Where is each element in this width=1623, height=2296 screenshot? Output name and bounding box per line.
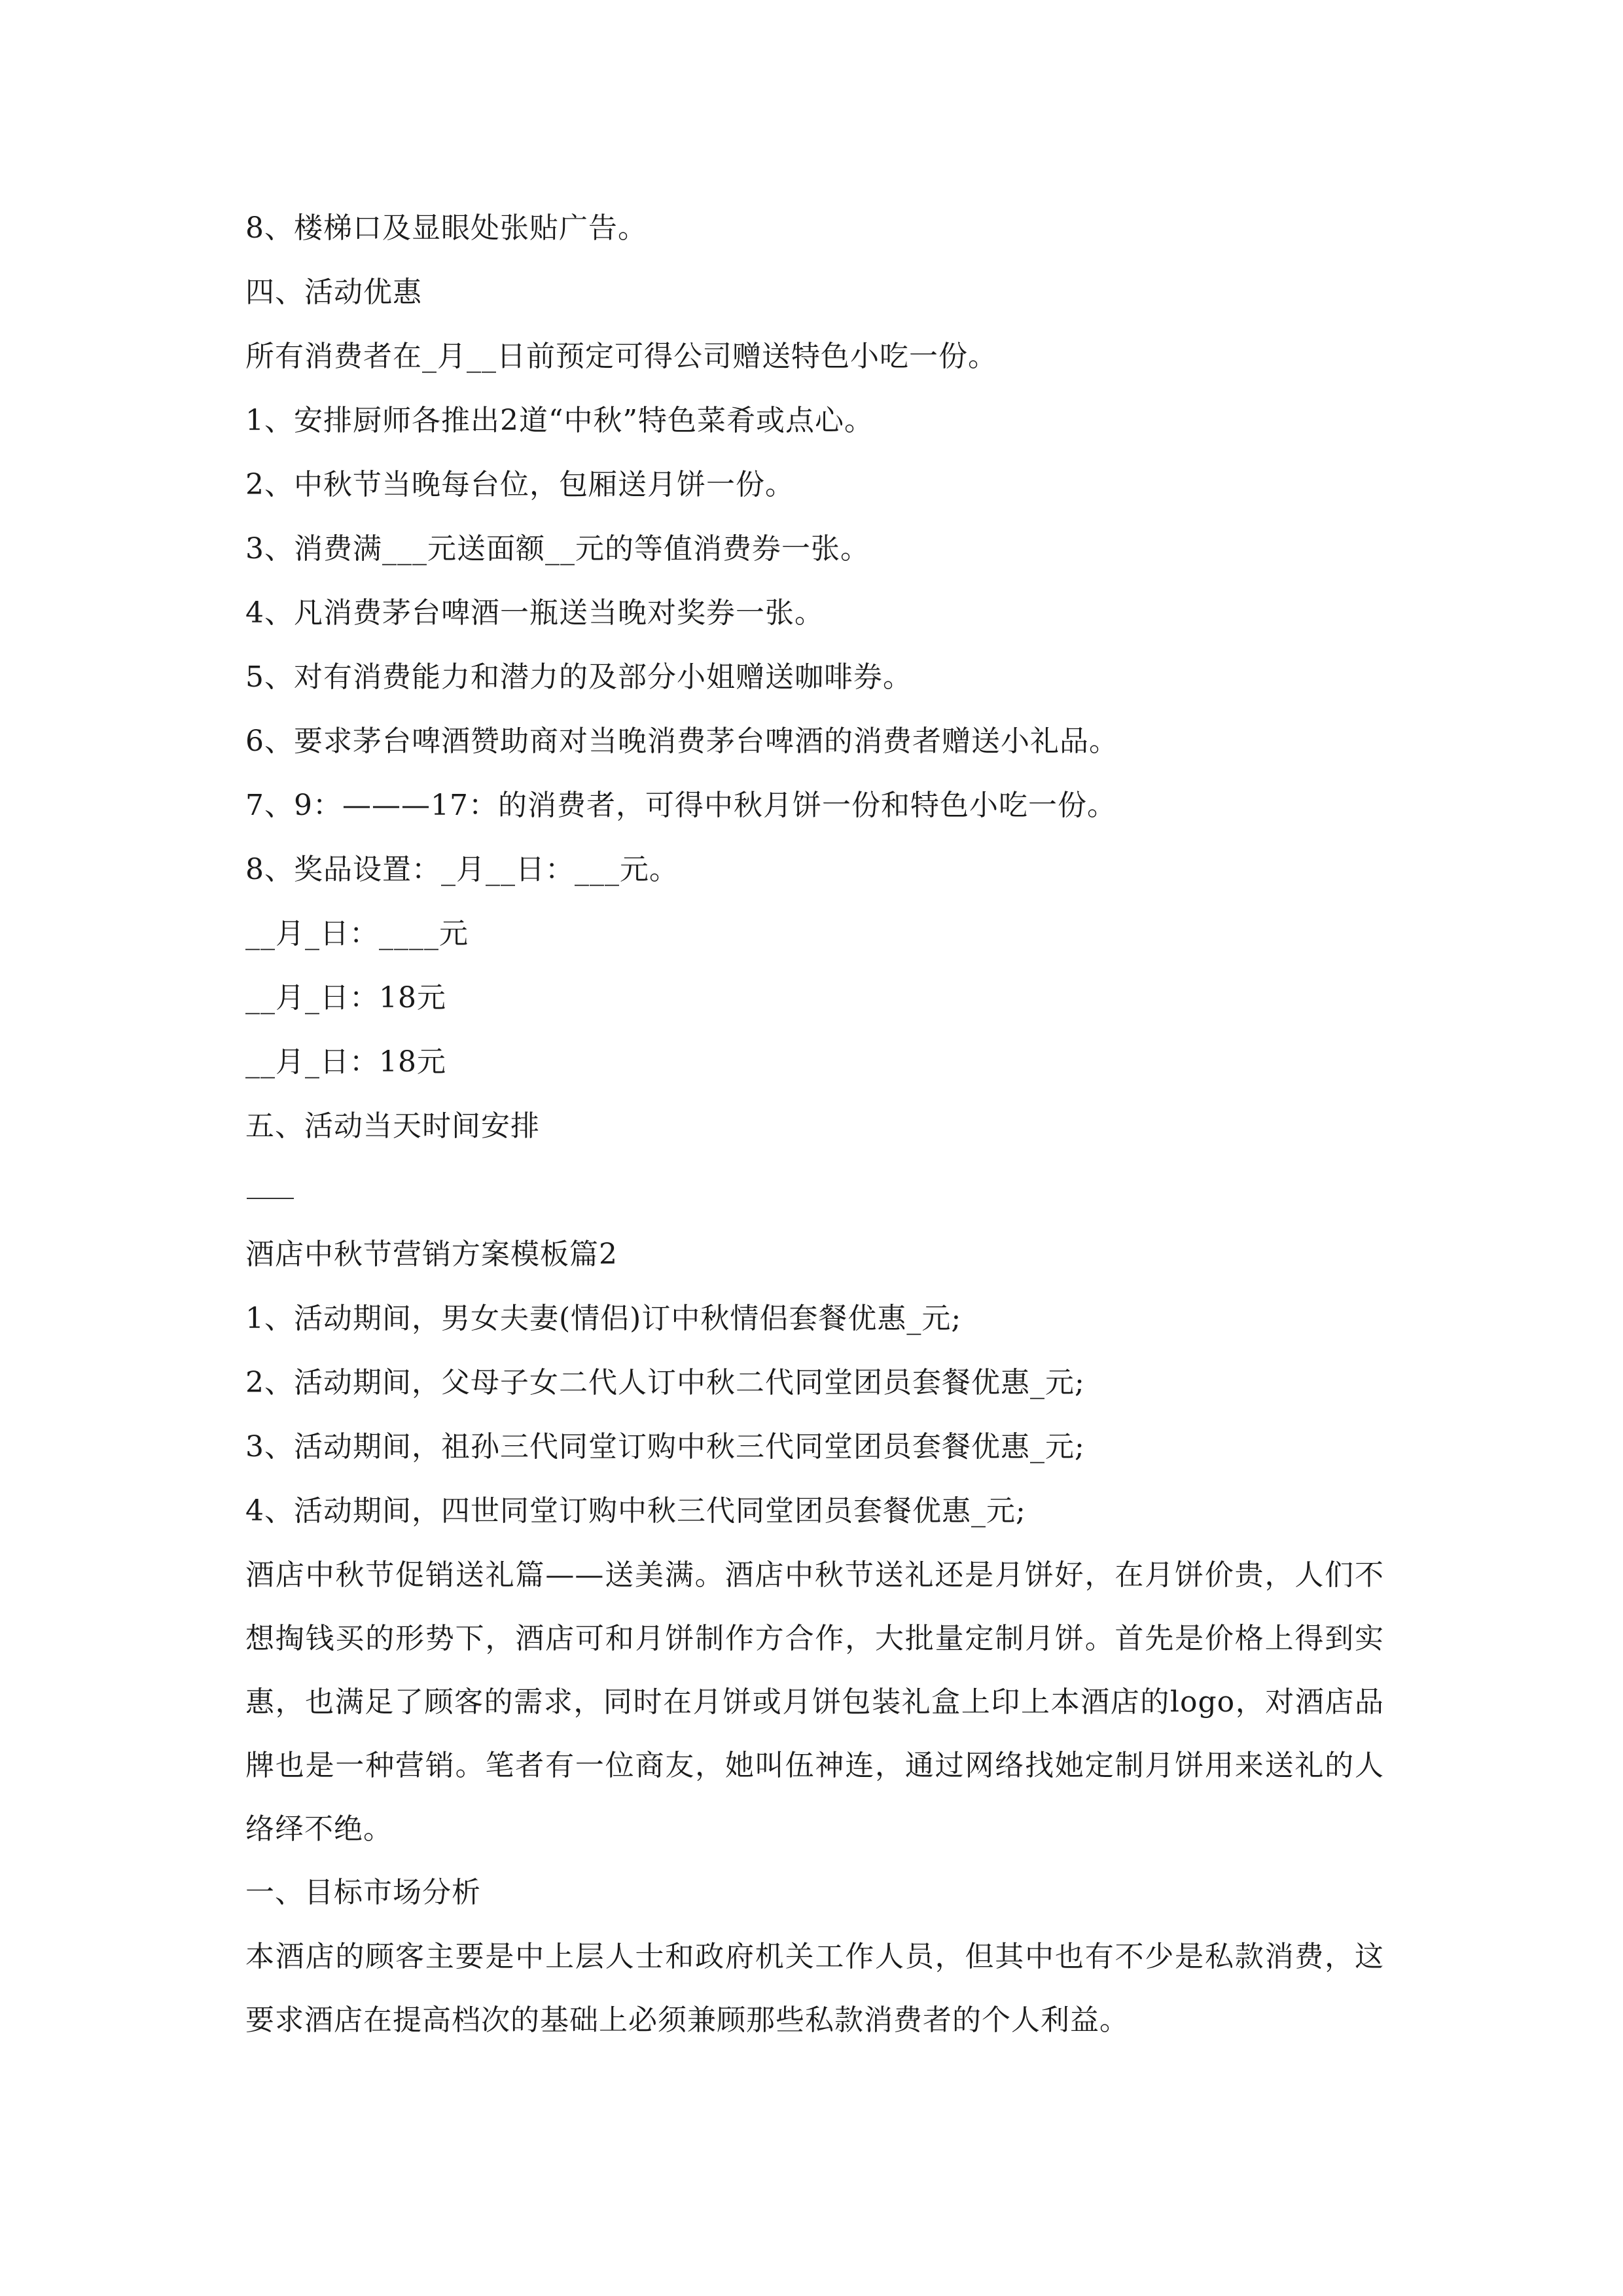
prize-line: __月_日：18元 bbox=[245, 1045, 446, 1079]
paragraph-promotion: 酒店中秋节促销送礼篇——送美满。酒店中秋节送礼还是月饼好，在月饼价贵，人们不想掏钱买的形势下，酒店可和月饼制作方合作，大批量定制月饼。首先是价格上得到实惠，也满足了顾客的需求，同时在月饼或月饼包装礼盒上印上本酒店的logo，对酒店品牌也是一种营销。笔者有一位商友，她叫伍神连，通过网络找她定制月饼用来送礼的人络绎不绝。 bbox=[245, 1558, 1384, 1846]
list-item: 4、活动期间，四世同堂订购中秋三代同堂团员套餐优惠_元; bbox=[245, 1494, 1026, 1528]
list-item: 8、奖品设置：_月__日：___元。 bbox=[245, 853, 679, 886]
section-heading-promotions: 四、活动优惠 bbox=[245, 276, 422, 309]
divider-rule bbox=[247, 1198, 294, 1199]
document-body bbox=[245, 196, 1384, 2052]
text-line: 所有消费者在_月__日前预定可得公司赠送特色小吃一份。 bbox=[245, 340, 997, 373]
list-item: 3、消费满___元送面额__元的等值消费券一张。 bbox=[245, 532, 870, 565]
prize-line: __月_日：18元 bbox=[245, 981, 446, 1014]
list-item: 3、活动期间，祖孙三代同堂订购中秋三代同堂团员套餐优惠_元; bbox=[245, 1430, 1085, 1463]
section-heading-schedule: 五、活动当天时间安排 bbox=[245, 1109, 540, 1143]
list-item: 6、要求茅台啤酒赞助商对当晚消费茅台啤酒的消费者赠送小礼品。 bbox=[245, 725, 1118, 758]
list-item: 8、楼梯口及显眼处张贴广告。 bbox=[245, 211, 647, 245]
prize-line: __月_日：____元 bbox=[245, 917, 469, 950]
paragraph-market: 本酒店的顾客主要是中上层人士和政府机关工作人员，但其中也有不少是私款消费，这要求酒店在提高档次的基础上必须兼顾那些私款消费者的个人利益。 bbox=[245, 1940, 1384, 2037]
list-item: 2、中秋节当晚每台位，包厢送月饼一份。 bbox=[245, 468, 794, 501]
list-item: 1、活动期间，男女夫妻(情侣)订中秋情侣套餐优惠_元; bbox=[245, 1302, 962, 1335]
list-item: 4、凡消费茅台啤酒一瓶送当晚对奖券一张。 bbox=[245, 596, 824, 630]
divider bbox=[245, 1158, 1384, 1223]
section-heading-market: 一、目标市场分析 bbox=[245, 1876, 481, 1909]
list-item: 2、活动期间，父母子女二代人订中秋二代同堂团员套餐优惠_元; bbox=[245, 1366, 1085, 1399]
list-item: 1、安排厨师各推出2道“中秋”特色菜肴或点心。 bbox=[245, 404, 874, 437]
article-title: 酒店中秋节营销方案模板篇2 bbox=[245, 1238, 618, 1271]
list-item: 5、对有消费能力和潜力的及部分小姐赠送咖啡券。 bbox=[245, 660, 912, 694]
list-item: 7、9：———17：的消费者，可得中秋月饼一份和特色小吃一份。 bbox=[245, 789, 1116, 822]
